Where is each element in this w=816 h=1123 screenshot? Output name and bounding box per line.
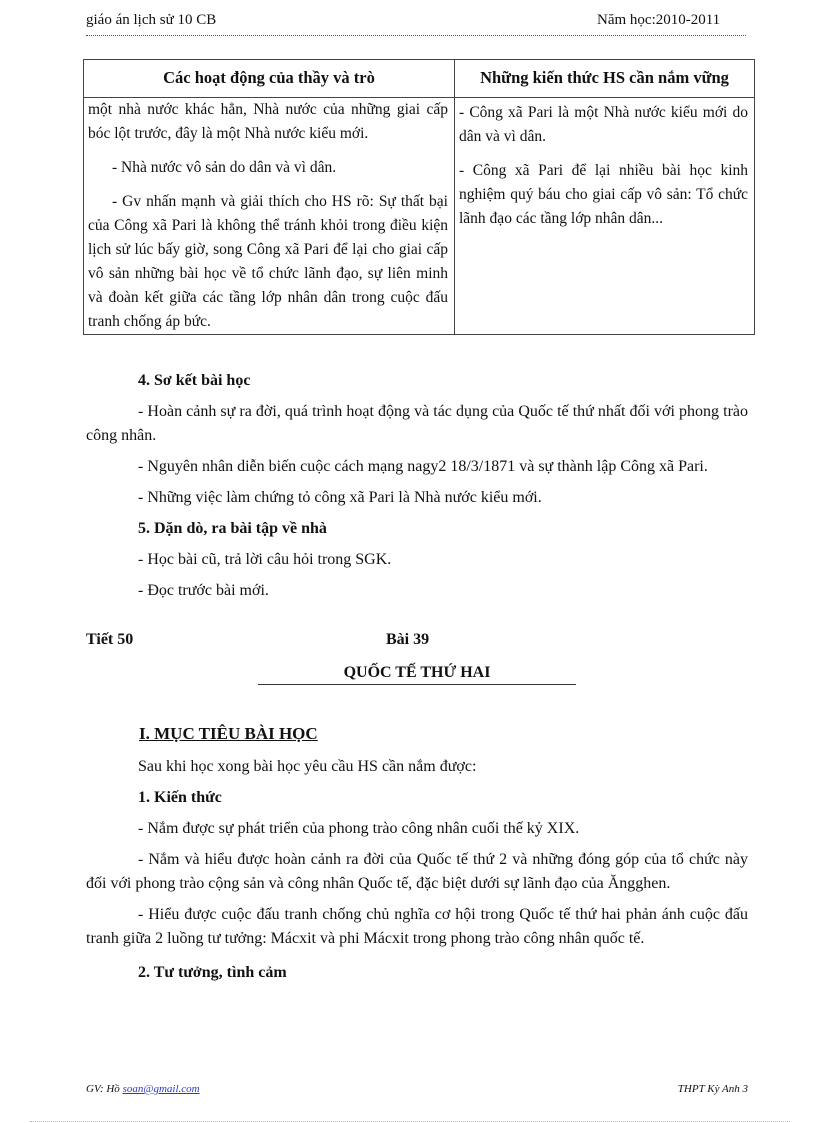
activity-paragraph: - Nhà nước vô sản do dân và vì dân.: [112, 159, 337, 176]
activities-cell: [84, 98, 455, 335]
lesson-period: Tiết 50: [86, 631, 134, 648]
summary-heading: 4. Sơ kết bài học: [138, 372, 251, 389]
homework-item: - Học bài cũ, trả lời câu hỏi trong SGK.: [138, 551, 392, 568]
summary-section: [86, 369, 748, 610]
page-edge: [30, 1121, 790, 1122]
objectives-title: I. MỤC TIÊU BÀI HỌC: [139, 724, 318, 743]
knowledge-paragraph: - Công xã Pari để lại nhiều bài học kinh nghiệm quý báu cho giai cấp vô sản: Tổ chức lãnh đạo các tầng lớp nhân dân...: [459, 162, 748, 227]
header-divider: [86, 35, 746, 36]
footer-author: GV: Hồ: [86, 1083, 120, 1095]
knowledge-heading: 1. Kiến thức: [138, 789, 222, 806]
homework-item: - Đọc trước bài mới.: [138, 582, 269, 599]
col-header-knowledge: Những kiến thức HS cần nắm vững: [455, 60, 755, 98]
objectives-intro: Sau khi học xong bài học yêu cầu HS cần nắm được:: [138, 758, 477, 775]
footer-email-link[interactable]: soan@gmail.com: [122, 1083, 200, 1095]
thought-heading: 2. Tư tưởng, tình cảm: [138, 964, 287, 981]
knowledge-item: - Hiểu được cuộc đấu tranh chống chủ nghĩa cơ hội trong Quốc tế thứ hai phản ánh cuộc đấu tranh giữa 2 luồng tư tưởng: Mácxit và phi Mácxit trong phong trào công nhân quốc tế.: [86, 906, 748, 947]
summary-item: - Những việc làm chứng tỏ công xã Pari là Nhà nước kiểu mới.: [138, 489, 542, 506]
summary-item: - Hoàn cảnh sự ra đời, quá trình hoạt động và tác dụng của Quốc tế thứ nhất đối với phong trào công nhân.: [86, 403, 748, 444]
activities-table: [83, 59, 755, 335]
footer-school: THPT Kỳ Anh 3: [677, 1083, 748, 1095]
header-subject: giáo án lịch sử 10 CB: [86, 12, 217, 28]
header-school-year: Năm học:2010-2011: [597, 12, 721, 28]
lesson-number: Bài 39: [386, 631, 430, 648]
col-header-activities: Các hoạt động của thầy và trò: [84, 60, 455, 98]
lesson-title: QUỐC TẾ THỨ HAI: [258, 664, 576, 685]
knowledge-item: - Nắm và hiểu được hoàn cảnh ra đời của Quốc tế thứ 2 và những đóng góp của tổ chức này đối với phong trào cộng sản và công nhân Quốc tế, đặc biệt dưới sự lãnh đạo của Ăngghen.: [86, 851, 748, 892]
knowledge-item: - Nắm được sự phát triển của phong trào công nhân cuối thế kỷ XIX.: [138, 820, 580, 837]
knowledge-cell: [455, 98, 755, 335]
objectives-section: [86, 755, 748, 992]
summary-item: - Nguyên nhân diễn biến cuộc cách mạng nagy2 18/3/1871 và sự thành lập Công xã Pari.: [138, 458, 708, 475]
footer-left: [86, 1083, 200, 1095]
knowledge-paragraph: - Công xã Pari là một Nhà nước kiểu mới do dân và vì dân.: [459, 104, 748, 145]
homework-heading: 5. Dặn dò, ra bài tập về nhà: [138, 520, 327, 537]
activity-paragraph: - Gv nhấn mạnh và giải thích cho HS rõ: Sự thất bại của Công xã Pari là không thể tránh khỏi trong điều kiện lịch sử lúc bấy giờ, song Công xã Pari để lại cho giai cấp vô sản những bài học về tổ chức lãnh đạo, sự liên minh và đoàn kết giữa các tầng lớp nhân dân trong cuộc đấu tranh chống áp bức.: [88, 193, 448, 330]
activity-paragraph: một nhà nước khác hẳn, Nhà nước của những giai cấp bóc lột trước, đây là một Nhà nước kiểu mới.: [88, 101, 448, 142]
